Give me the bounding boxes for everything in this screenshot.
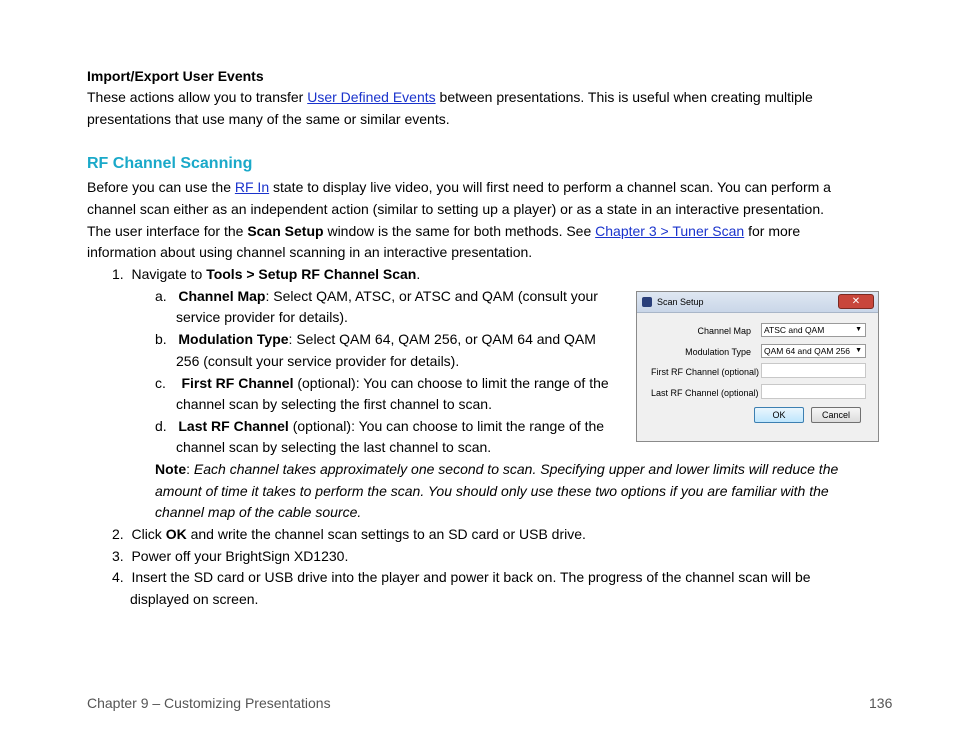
sub-item-c: c. First RF Channel (optional): You can choose to limit the range of the [155, 375, 609, 391]
rf-para-line-1: Before you can use the RF In state to display live video, you will first need to perform a channel scan. You can perform a [87, 179, 831, 195]
step-3: 3. Power off your BrightSign XD1230. [112, 548, 349, 564]
dialog-titlebar [637, 292, 878, 313]
first-rf-channel-label: First RF Channel (optional) [651, 367, 760, 377]
sub-item-a-cont: service provider for details). [176, 309, 348, 325]
sub-item-a: a. Channel Map: Select QAM, ATSC, or ATSC and QAM (consult your [155, 288, 598, 304]
modulation-type-label: Modulation Type [685, 347, 751, 357]
rf-para-line-3: The user interface for the Scan Setup window is the same for both methods. See Chapter 3 > Tuner Scan for more [87, 223, 801, 239]
channel-map-select[interactable]: ATSC and QAM ▼ [761, 323, 866, 337]
rf-in-link[interactable]: RF In [234, 179, 270, 195]
sub-item-d: d. Last RF Channel (optional): You can choose to limit the range of the [155, 418, 605, 434]
last-rf-channel-input[interactable] [761, 384, 866, 399]
channel-map-label: Channel Map [697, 326, 751, 336]
rf-para-line-2: channel scan either as an independent action (similar to setting up a player) or as a state in an interactive presentation. [87, 201, 824, 217]
sub-item-b: b. Modulation Type: Select QAM 64, QAM 256, or QAM 64 and QAM [155, 331, 596, 347]
import-export-line-2: presentations that use many of the same or similar events. [87, 111, 450, 127]
cancel-button[interactable]: Cancel [811, 407, 861, 423]
section-heading: RF Channel Scanning [87, 155, 253, 172]
note-line-1: Note: Each channel takes approximately one second to scan. Specifying upper and lower limits will reduce the [155, 461, 839, 477]
import-export-heading: Import/Export User Events [87, 68, 264, 84]
first-rf-channel-input[interactable] [761, 363, 866, 378]
app-icon [642, 297, 652, 307]
scan-setup-dialog [636, 291, 879, 442]
dialog-title: Scan Setup [657, 297, 704, 307]
sub-item-b-cont: 256 (consult your service provider for details). [176, 353, 460, 369]
step-2: 2. Click OK and write the channel scan settings to an SD card or USB drive. [112, 526, 586, 542]
note-line-2: amount of time it takes to perform the scan. You should only use these two options if you are familiar with the [155, 483, 829, 499]
ok-button[interactable]: OK [754, 407, 804, 423]
step-4: 4. Insert the SD card or USB drive into the player and power it back on. The progress of the channel scan will be [112, 569, 811, 585]
footer-chapter: Chapter 9 – Customizing Presentations [87, 695, 331, 711]
tuner-scan-link[interactable]: Chapter 3 > Tuner Scan [595, 223, 745, 239]
step-1: 1. Navigate to Tools > Setup RF Channel Scan. [112, 266, 421, 282]
rf-para-line-4: information about using channel scanning in an interactive presentation. [87, 244, 533, 260]
last-rf-channel-label: Last RF Channel (optional) [651, 388, 759, 398]
sub-item-d-cont: channel scan by selecting the last channel to scan. [176, 439, 492, 455]
modulation-type-select[interactable]: QAM 64 and QAM 256 ▼ [761, 344, 866, 358]
sub-item-c-cont: channel scan by selecting the first channel to scan. [176, 396, 492, 412]
note-line-3: channel map of the cable source. [155, 504, 362, 520]
chevron-down-icon: ▼ [855, 347, 862, 354]
close-icon[interactable]: ✕ [838, 294, 874, 309]
user-defined-events-link[interactable]: User Defined Events [307, 89, 436, 105]
chevron-down-icon: ▼ [855, 326, 862, 333]
import-export-line-1: These actions allow you to transfer User Defined Events between presentations. This is useful when creating multiple [87, 89, 813, 105]
page-number: 136 [869, 695, 893, 711]
step-4-cont: displayed on screen. [130, 591, 259, 607]
